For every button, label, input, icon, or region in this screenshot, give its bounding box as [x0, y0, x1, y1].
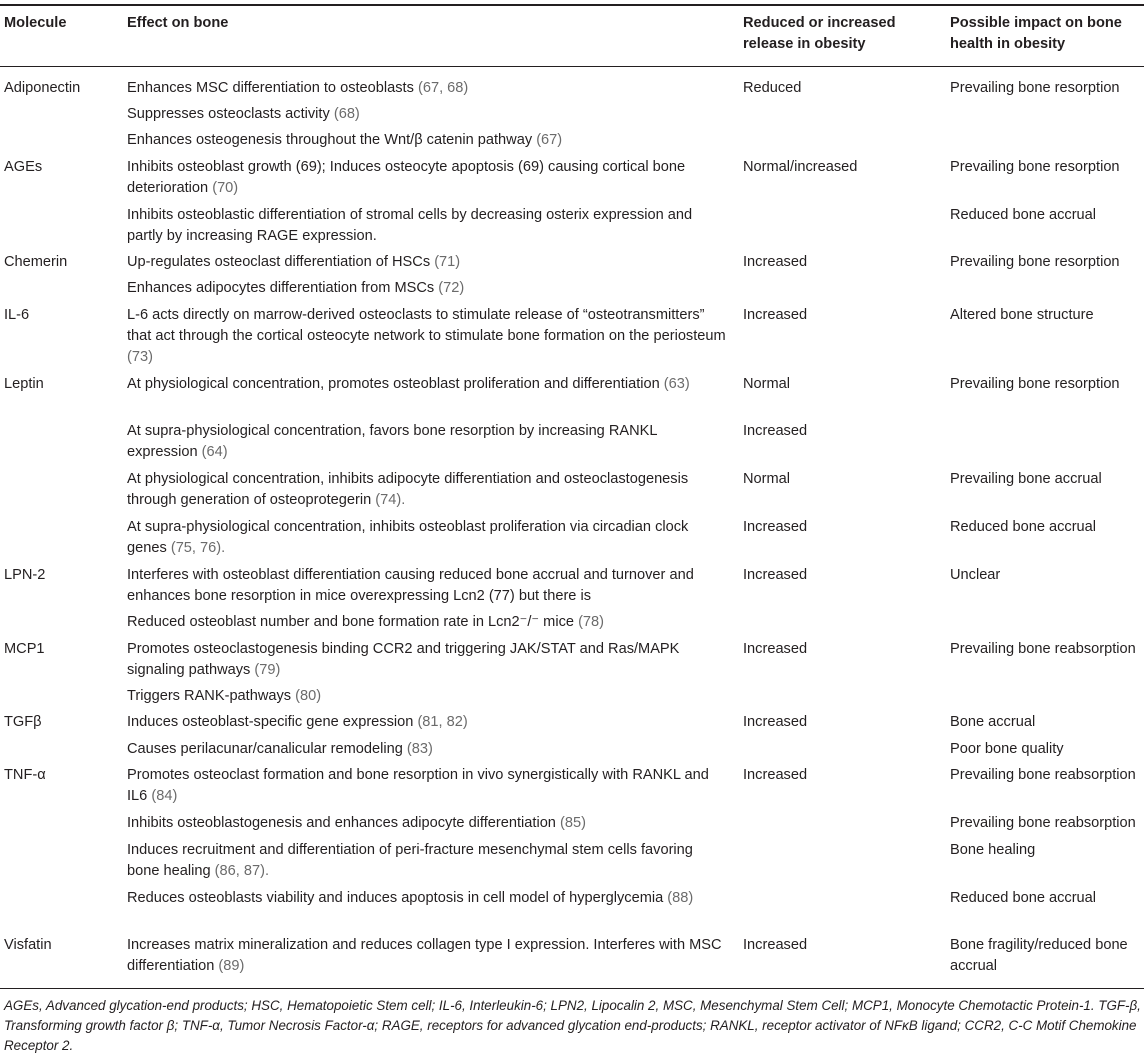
cell-effect-text: Triggers RANK-pathways	[127, 688, 292, 704]
table-top-rule	[0, 4, 1144, 6]
cell-effect-text: Inhibits osteoblast growth (69); Induces osteocyte apoptosis (69) causing cortical bone deterioration	[127, 159, 686, 196]
cell-release-text: Increased	[743, 423, 808, 439]
cell-impact-text: Prevailing bone resorption	[950, 159, 1120, 175]
cell-effect-text: Interferes with osteoblast differentiation causing reduced bone accrual and turnover and enhances bone resorption in mice overexpressing Lcn2 (77) but there is	[127, 567, 694, 604]
cell-molecule	[4, 639, 116, 660]
cell-effect	[127, 130, 727, 151]
cell-molecule-text: Visfatin	[4, 937, 52, 953]
cell-effect	[127, 639, 727, 681]
header-release: Reduced or increased release in obesity	[743, 15, 896, 52]
cell-release	[743, 712, 938, 733]
cell-release	[743, 639, 938, 660]
reference-citation: (75, 76).	[170, 540, 226, 556]
cell-effect	[127, 686, 727, 707]
cell-molecule	[4, 305, 116, 326]
reference-citation: (88)	[667, 890, 694, 906]
cell-impact-text: Prevailing bone resorption	[950, 254, 1120, 270]
cell-effect-text: Induces osteoblast-specific gene expression	[127, 714, 414, 730]
reference-citation: (89)	[218, 958, 245, 974]
cell-release-text: Increased	[743, 307, 808, 323]
cell-molecule	[4, 252, 116, 273]
cell-impact-text: Prevailing bone reabsorption	[950, 815, 1136, 831]
cell-molecule	[4, 935, 116, 956]
cell-effect-text: At supra-physiological concentration, favors bone resorption by increasing RANKL expression	[127, 423, 657, 460]
cell-impact-text: Bone accrual	[950, 714, 1036, 730]
reference-citation: (71)	[434, 254, 461, 270]
cell-impact	[950, 639, 1142, 660]
cell-effect	[127, 305, 727, 368]
cell-release-text: Normal	[743, 471, 791, 487]
cell-effect	[127, 888, 727, 909]
cell-effect-text: Inhibits osteoblastogenesis and enhances adipocyte differentiation	[127, 815, 556, 831]
cell-release	[743, 78, 938, 99]
cell-impact	[950, 374, 1142, 395]
cell-effect	[127, 840, 727, 882]
cell-release-text: Increased	[743, 937, 808, 953]
cell-release	[743, 252, 938, 273]
cell-effect	[127, 712, 727, 733]
cell-release	[743, 517, 938, 538]
cell-impact-text: Poor bone quality	[950, 741, 1064, 757]
cell-effect	[127, 739, 727, 760]
reference-citation: (79)	[254, 662, 281, 678]
reference-citation: (63)	[663, 376, 690, 392]
cell-effect-text: At physiological concentration, inhibits adipocyte differentiation and osteoclastogenesis through generation of osteoprotegerin	[127, 471, 689, 508]
cell-release-text: Reduced	[743, 80, 802, 96]
cell-molecule-text: Chemerin	[4, 254, 68, 270]
cell-release	[743, 935, 938, 956]
cell-effect	[127, 517, 727, 559]
cell-effect	[127, 565, 727, 607]
reference-citation: (86, 87).	[214, 863, 270, 879]
cell-effect	[127, 78, 727, 99]
cell-molecule	[4, 78, 116, 99]
cell-effect-text: Reduces osteoblasts viability and induces apoptosis in cell model of hyperglycemia	[127, 890, 664, 906]
reference-citation: (81, 82)	[417, 714, 468, 730]
reference-citation: (85)	[560, 815, 586, 831]
cell-release	[743, 157, 938, 178]
cell-release	[743, 374, 938, 395]
table-bottom-rule	[0, 988, 1144, 989]
cell-impact-text: Prevailing bone resorption	[950, 376, 1120, 392]
cell-effect	[127, 252, 727, 273]
cell-impact	[950, 252, 1142, 273]
cell-effect	[127, 157, 727, 199]
cell-impact-text: Reduced bone accrual	[950, 519, 1097, 535]
cell-effect	[127, 765, 727, 807]
cell-effect-text: L-6 acts directly on marrow-derived osteoclasts to stimulate release of “osteotransmitters” that act through the cortical osteocyte network to stimulate bone formation on the periosteum	[127, 307, 726, 344]
cell-impact-text: Bone healing	[950, 842, 1036, 858]
cell-impact	[950, 712, 1142, 733]
cell-impact-text: Unclear	[950, 567, 1001, 583]
table-footnote: AGEs, Advanced glycation-end products; HSC, Hematopoietic Stem cell; IL-6, Interleukin-6; LPN2, Lipocalin 2, MSC, Mesenchymal Stem Cell; MCP1, Monocyte Chemotactic Protein-1. TGF-β, Transforming growth factor β; TNF-α, Tumor Necrosis Factor-α; RAGE, receptors for advanced glycation end-products; RANKL, receptor activator of NFκB ligand; CCR2, C-C Motif Chemokine Receptor 2.	[4, 998, 1141, 1053]
cell-effect	[127, 104, 727, 125]
reference-citation: (72)	[438, 280, 465, 296]
cell-impact	[950, 305, 1142, 326]
cell-impact	[950, 517, 1142, 538]
cell-effect	[127, 935, 727, 977]
reference-citation: (74).	[375, 492, 406, 508]
cell-impact	[950, 935, 1142, 977]
cell-effect-text: Enhances osteogenesis throughout the Wnt/β catenin pathway	[127, 132, 533, 148]
reference-citation: (68)	[333, 106, 360, 122]
cell-effect-text: At supra-physiological concentration, inhibits osteoblast proliferation via circadian clock genes	[127, 519, 689, 556]
reference-citation: (64)	[201, 444, 228, 460]
cell-effect	[127, 612, 727, 633]
cell-impact-text: Prevailing bone accrual	[950, 471, 1102, 487]
cell-molecule	[4, 565, 116, 586]
cell-molecule	[4, 157, 116, 178]
cell-effect-text: Increases matrix mineralization and reduces collagen type I expression. Interferes with MSC differentiation	[127, 937, 722, 974]
cell-release	[743, 469, 938, 490]
cell-effect-text: Up-regulates osteoclast differentiation of HSCs	[127, 254, 431, 270]
cell-release-text: Increased	[743, 641, 808, 657]
cell-effect-text: Enhances MSC differentiation to osteoblasts	[127, 80, 414, 96]
cell-molecule	[4, 374, 116, 395]
cell-effect-text: Induces recruitment and differentiation of peri-fracture mesenchymal stem cells favoring bone healing	[127, 842, 693, 879]
cell-impact	[950, 565, 1142, 586]
cell-impact	[950, 840, 1142, 861]
cell-release-text: Increased	[743, 519, 808, 535]
cell-effect-text: At physiological concentration, promotes osteoblast proliferation and differentiation	[127, 376, 660, 392]
cell-impact-text: Reduced bone accrual	[950, 207, 1097, 223]
reference-citation: (73)	[127, 349, 153, 365]
cell-effect-text: Inhibits osteoblastic differentiation of stromal cells by decreasing osterix expression and partly by increasing RAGE expression.	[127, 207, 693, 244]
cell-release-text: Normal/increased	[743, 159, 858, 175]
cell-molecule-text: Adiponectin	[4, 80, 81, 96]
cell-molecule	[4, 765, 116, 786]
cell-impact	[950, 813, 1142, 834]
cell-effect-text: Causes perilacunar/canalicular remodeling	[127, 741, 403, 757]
cell-release	[743, 565, 938, 586]
cell-effect-text: Reduced osteoblast number and bone formation rate in Lcn2⁻/⁻ mice	[127, 614, 574, 630]
cell-molecule-text: LPN-2	[4, 567, 46, 583]
cell-effect	[127, 813, 727, 834]
header-rule	[0, 66, 1144, 67]
cell-release	[743, 305, 938, 326]
cell-effect	[127, 205, 727, 247]
cell-impact-text: Prevailing bone reabsorption	[950, 767, 1136, 783]
reference-citation: (67)	[536, 132, 563, 148]
cell-impact	[950, 469, 1142, 490]
header-effect: Effect on bone	[127, 15, 229, 31]
reference-citation: (78)	[578, 614, 605, 630]
cell-release-text: Increased	[743, 767, 808, 783]
cell-molecule-text: Leptin	[4, 376, 44, 392]
cell-impact	[950, 157, 1142, 178]
reference-citation: (80)	[295, 688, 322, 704]
cell-molecule	[4, 712, 116, 733]
reference-citation: (70)	[212, 180, 239, 196]
cell-effect-text: Promotes osteoclastogenesis binding CCR2 and triggering JAK/STAT and Ras/MAPK signaling pathways	[127, 641, 680, 678]
cell-release	[743, 765, 938, 786]
cell-impact-text: Prevailing bone reabsorption	[950, 641, 1136, 657]
reference-citation: (84)	[151, 788, 178, 804]
header-impact: Possible impact on bone health in obesity	[950, 15, 1122, 52]
cell-impact-text: Altered bone structure	[950, 307, 1094, 323]
cell-effect	[127, 421, 727, 463]
reference-citation: (67, 68)	[417, 80, 469, 96]
cell-effect	[127, 374, 727, 395]
header-molecule: Molecule	[4, 15, 67, 31]
cell-effect	[127, 278, 727, 299]
cell-impact	[950, 739, 1142, 760]
cell-impact-text: Bone fragility/reduced bone accrual	[950, 937, 1128, 974]
cell-effect-text: Suppresses osteoclasts activity	[127, 106, 330, 122]
cell-release-text: Increased	[743, 567, 808, 583]
cell-release	[743, 421, 938, 442]
cell-effect-text: Promotes osteoclast formation and bone resorption in vivo synergistically with RANKL and IL6	[127, 767, 709, 804]
cell-molecule-text: MCP1	[4, 641, 45, 657]
cell-molecule-text: AGEs	[4, 159, 43, 175]
cell-release-text: Normal	[743, 376, 791, 392]
reference-citation: (83)	[406, 741, 433, 757]
cell-impact	[950, 205, 1142, 226]
cell-impact	[950, 78, 1142, 99]
cell-molecule-text: TGFβ	[4, 714, 42, 730]
cell-effect-text: Enhances adipocytes differentiation from MSCs	[127, 280, 435, 296]
cell-impact	[950, 888, 1142, 909]
cell-effect	[127, 469, 727, 511]
cell-molecule-text: TNF-α	[4, 767, 46, 783]
cell-impact	[950, 765, 1142, 786]
cell-release-text: Increased	[743, 714, 808, 730]
cell-impact-text: Reduced bone accrual	[950, 890, 1097, 906]
cell-molecule-text: IL-6	[4, 307, 30, 323]
cell-release-text: Increased	[743, 254, 808, 270]
cell-impact-text: Prevailing bone resorption	[950, 80, 1120, 96]
